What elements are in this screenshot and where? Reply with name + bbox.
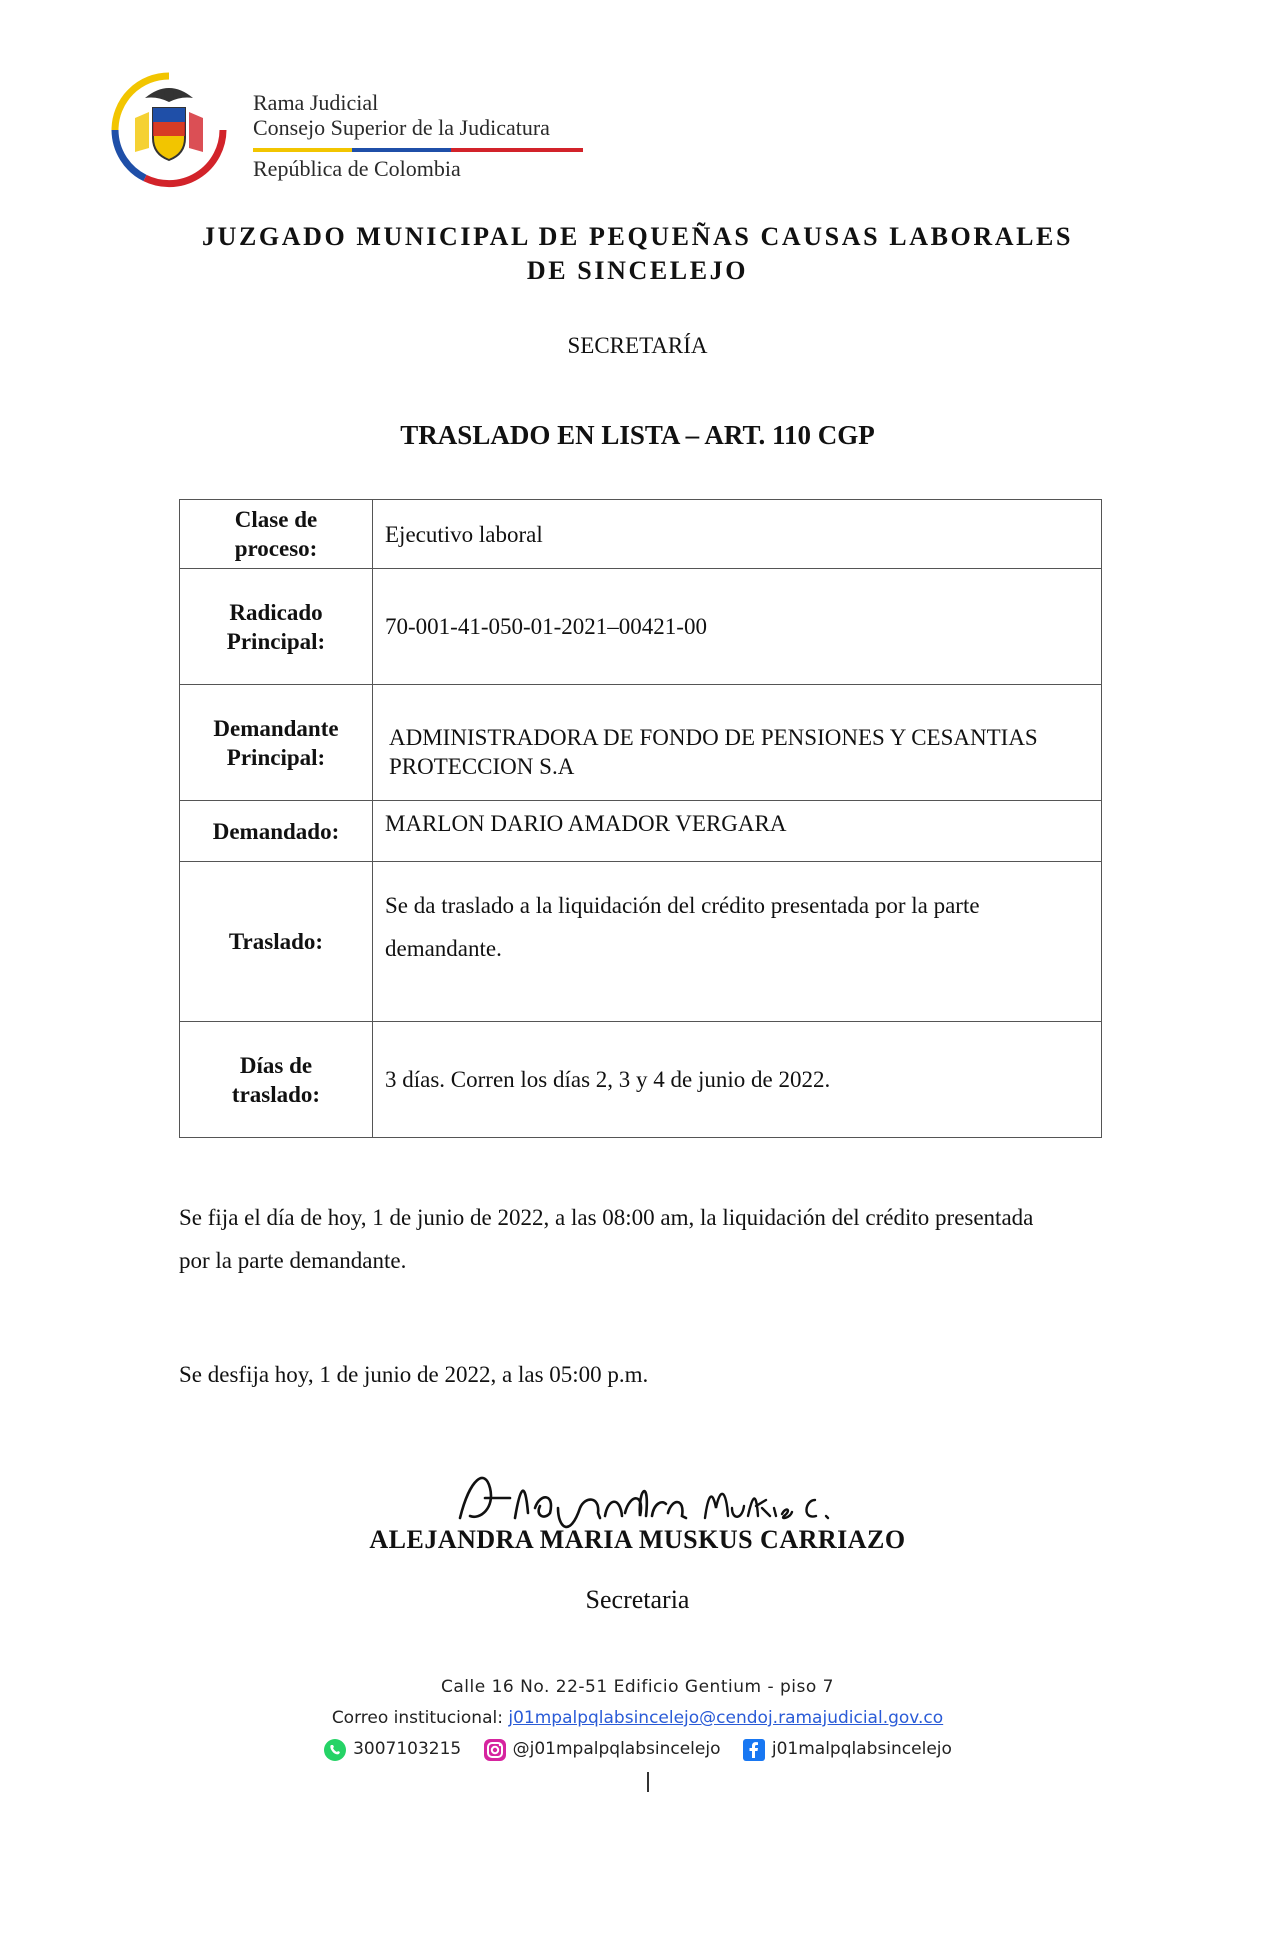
label-line: Principal: [226, 744, 326, 770]
colombia-coat-of-arms-icon [105, 68, 233, 188]
row-value [373, 862, 1102, 1022]
row-label: Demandado: [180, 801, 373, 862]
table-row [180, 1022, 1102, 1138]
row-value [373, 685, 1102, 801]
instagram-contact[interactable] [483, 1734, 721, 1765]
value-line: ADMINISTRADORA DE FONDO DE PENSIONES Y CESANTIAS [389, 725, 1038, 750]
value-line: Se da traslado a la liquidación del crédito presentada por la parte [385, 893, 980, 918]
rama-judicial-logo [105, 68, 585, 188]
email-label: Correo institucional: [331, 1708, 509, 1728]
row-label: Traslado: [180, 862, 373, 1022]
flag-stripe [253, 148, 583, 152]
row-value: MARLON DARIO AMADOR VERGARA [373, 801, 1102, 862]
phone-number: 3007103215 [353, 1739, 462, 1759]
fija-paragraph [179, 1196, 1109, 1282]
whatsapp-icon [323, 1738, 347, 1762]
label-line: Radicado [229, 599, 323, 625]
label-line: proceso: [234, 536, 318, 561]
row-value: 3 días. Corren los días 2, 3 y 4 de junio de 2022. [373, 1022, 1102, 1138]
row-label [180, 500, 373, 569]
footer [0, 1672, 1275, 1765]
desfija-paragraph: Se desfija hoy, 1 de junio de 2022, a las 05:00 p.m. [179, 1362, 649, 1387]
label-line: Clase de [234, 507, 318, 532]
document-title: TRASLADO EN LISTA – ART. 110 CGP [400, 420, 875, 450]
court-title-line-2: DE SINCELEJO [526, 256, 749, 285]
logo-line-1: Rama Judicial [253, 90, 379, 115]
logo-line-2: Consejo Superior de la Judicatura [253, 115, 550, 140]
facebook-icon [742, 1738, 766, 1762]
footer-address: Calle 16 No. 22-51 Edificio Gentium - piso 7 [441, 1677, 834, 1697]
logo-text [253, 90, 550, 140]
row-label [180, 569, 373, 685]
email-link[interactable]: j01mpalpqlabsincelejo@cendoj.ramajudicial.gov.co [508, 1708, 944, 1728]
row-value: Ejecutivo laboral [373, 500, 1102, 569]
footer-email-line [0, 1703, 1275, 1734]
signer-role: Secretaria [585, 1585, 690, 1614]
table-row [180, 801, 1102, 862]
court-title [150, 220, 1125, 288]
logo-line-3: República de Colombia [253, 156, 461, 181]
row-label [180, 685, 373, 801]
court-title-line-1: JUZGADO MUNICIPAL DE PEQUEÑAS CAUSAS LABORALES [201, 222, 1074, 251]
table-row [180, 500, 1102, 569]
value-line: demandante. [385, 936, 502, 961]
table-row [180, 569, 1102, 685]
label-line: Principal: [226, 628, 326, 654]
whatsapp-contact[interactable] [323, 1734, 461, 1765]
paragraph-line: Se fija el día de hoy, 1 de junio de 2022, a las 08:00 am, la liquidación del crédito presentada [179, 1205, 1034, 1230]
facebook-handle: j01malpqlabsincelejo [771, 1739, 952, 1759]
instagram-icon [483, 1738, 507, 1762]
row-label [180, 1022, 373, 1138]
table-row [180, 685, 1102, 801]
case-info-table [179, 499, 1102, 1138]
label-line: Demandante [213, 715, 339, 741]
row-value: 70-001-41-050-01-2021–00421-00 [373, 569, 1102, 685]
text-cursor [647, 1772, 649, 1792]
footer-social-line [0, 1734, 1275, 1765]
instagram-handle: @j01mpalpqlabsincelejo [512, 1739, 721, 1759]
paragraph-line: por la parte demandante. [179, 1248, 407, 1273]
label-line: Días de [239, 1052, 313, 1078]
table-row [180, 862, 1102, 1022]
label-line: traslado: [231, 1081, 321, 1107]
signer-name: ALEJANDRA MARIA MUSKUS CARRIAZO [369, 1525, 906, 1554]
section-heading: SECRETARÍA [567, 333, 708, 358]
facebook-contact[interactable] [742, 1734, 952, 1765]
value-line: PROTECCION S.A [389, 754, 575, 779]
